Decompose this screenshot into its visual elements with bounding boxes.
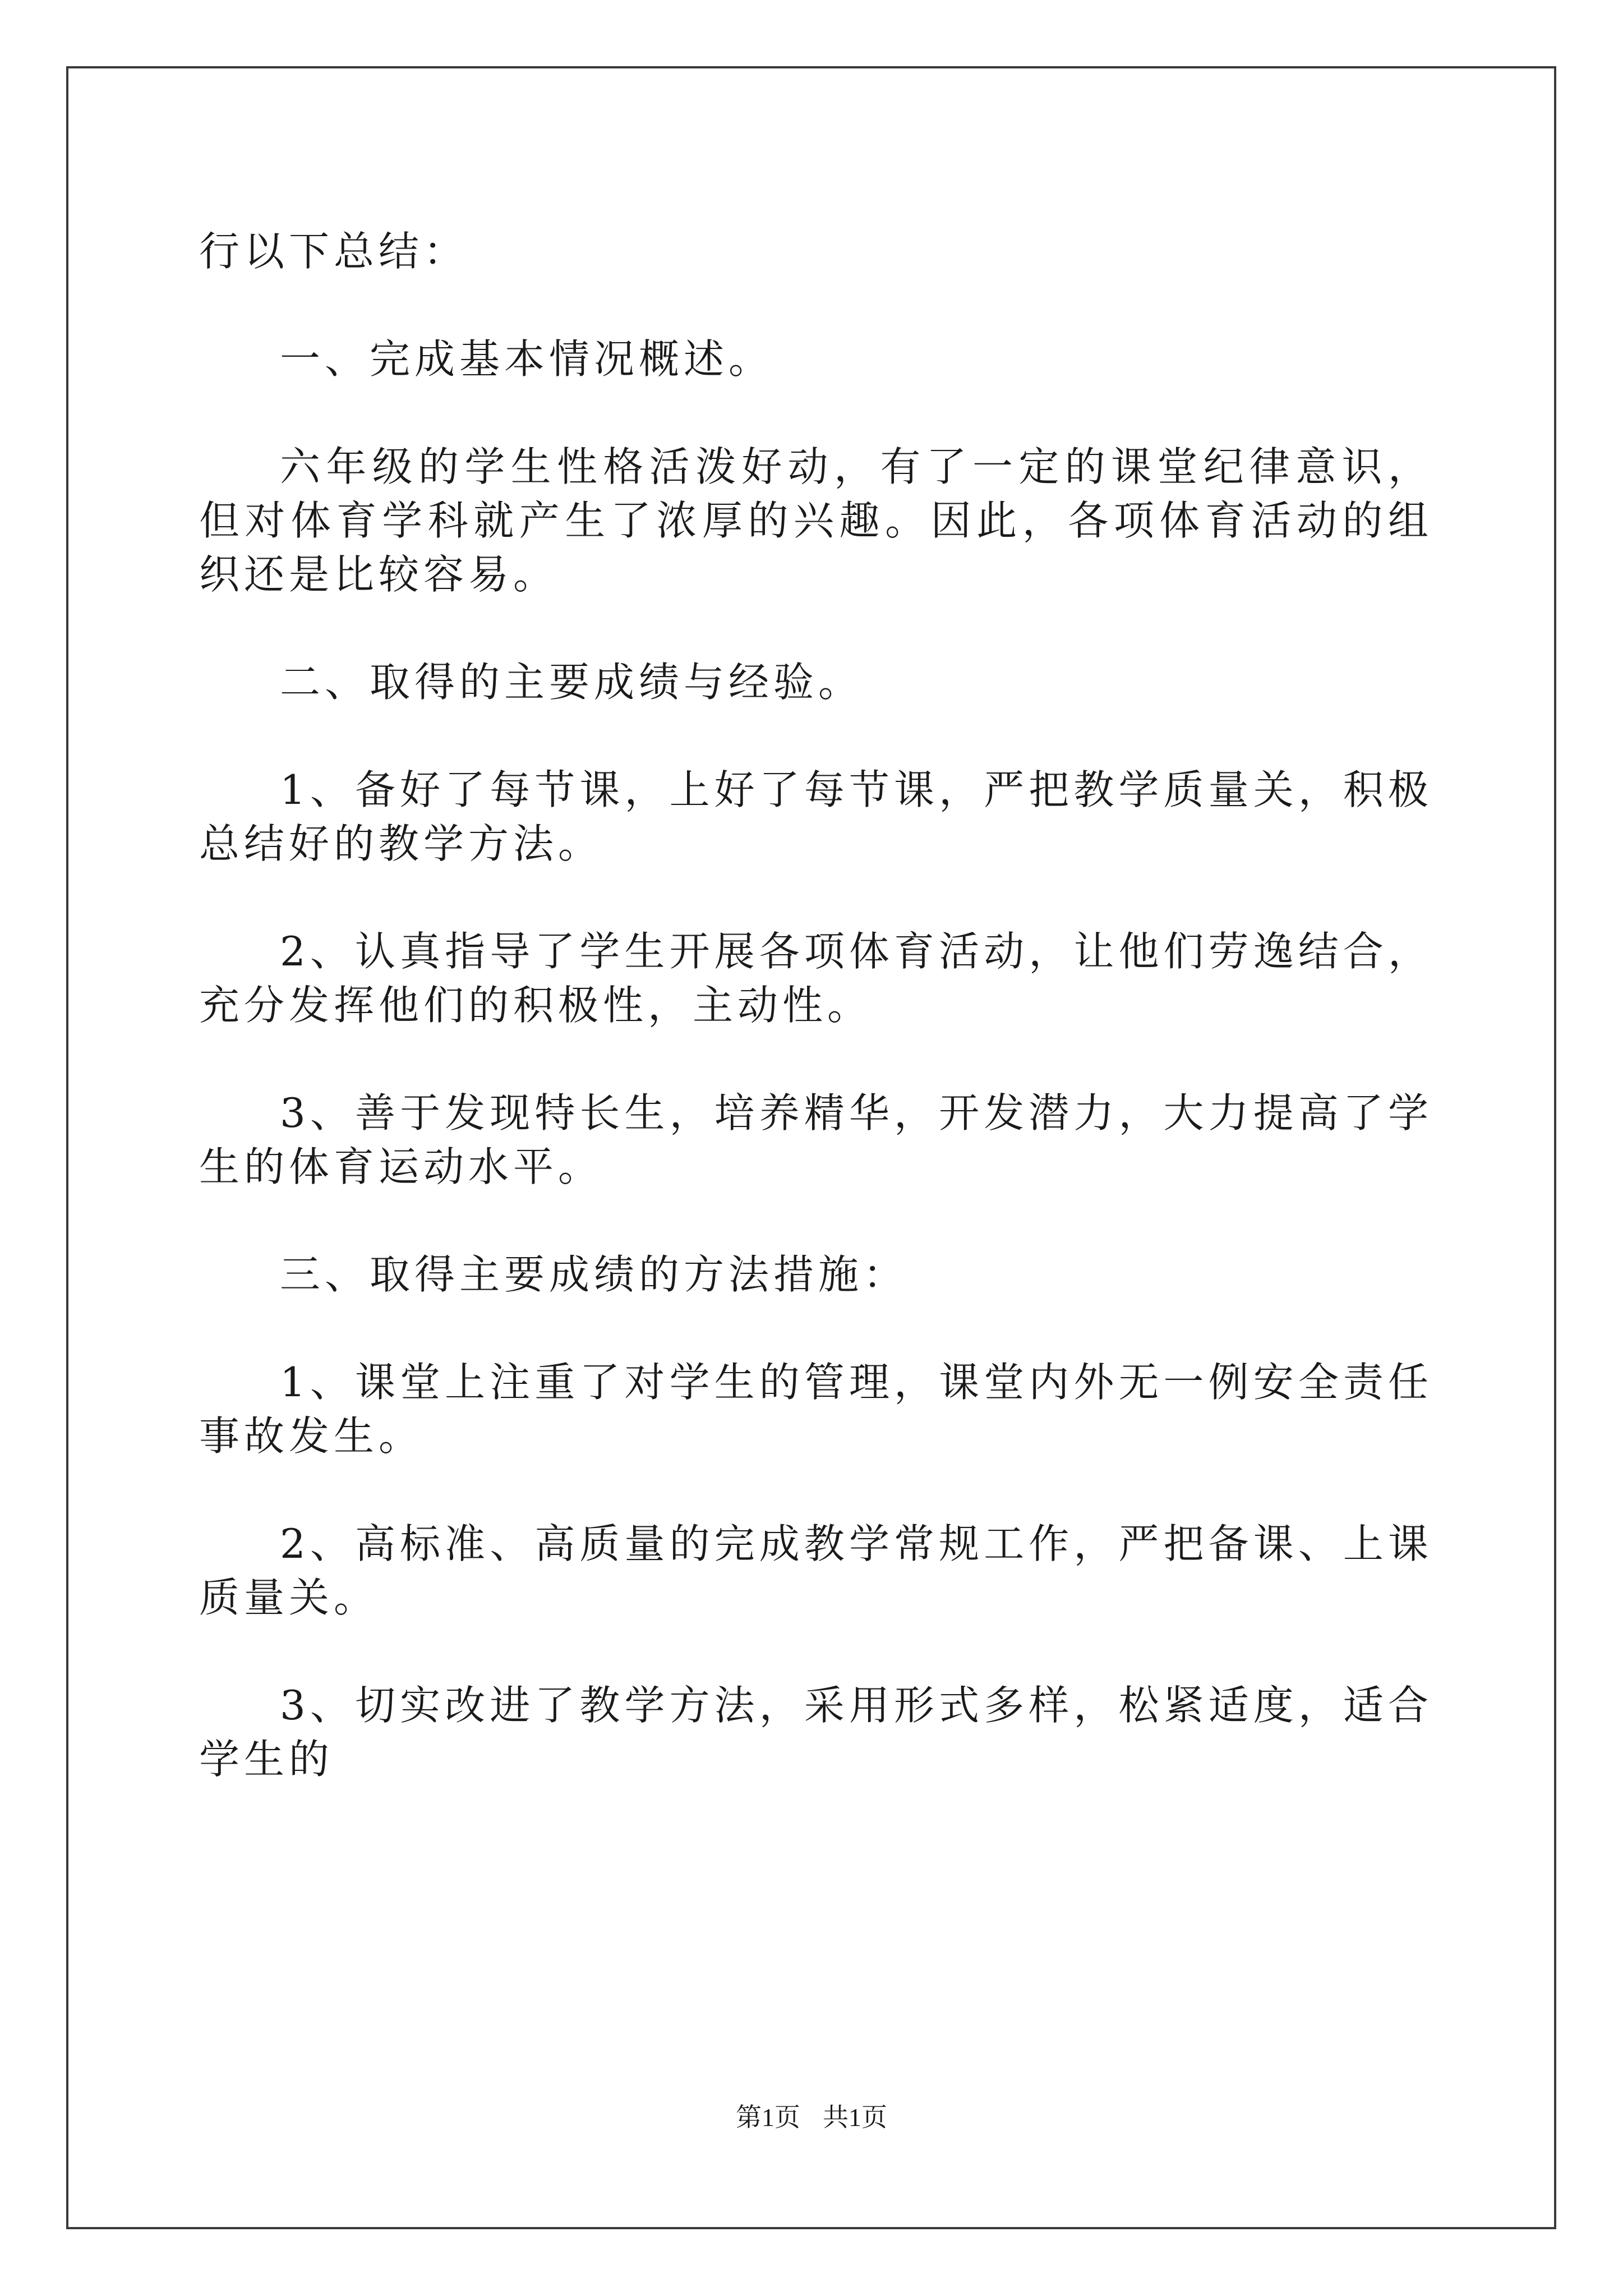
document-body [199, 224, 1433, 1840]
paragraph: 三、取得主要成绩的方法措施： [280, 1251, 909, 1298]
paragraph: 二、取得的主要成绩与经验。 [280, 659, 864, 706]
paragraph: 1、课堂上注重了对学生的管理，课堂内外无一例安全责任事故发生。 [199, 1359, 1433, 1460]
paragraph: 2、认真指导了学生开展各项体育活动，让他们劳逸结合，充分发挥他们的积极性，主动性。 [199, 928, 1433, 1029]
paragraph: 3、善于发现特长生，培养精华，开发潜力，大力提高了学生的体育运动水平。 [199, 1089, 1433, 1190]
page-number-total: 共1页 [823, 2103, 887, 2132]
paragraph: 2、高标准、高质量的完成教学常规工作，严把备课、上课质量关。 [199, 1520, 1433, 1621]
paragraph: 行以下总结： [199, 228, 469, 275]
paragraph: 六年级的学生性格活泼好动，有了一定的课堂纪律意识，但对体育学科就产生了浓厚的兴趣。因此，各项体育活动的组织还是比较容易。 [199, 443, 1433, 598]
page-number-current: 第1页 [736, 2103, 800, 2132]
paragraph: 3、切实改进了教学方法，采用形式多样，松紧适度，适合学生的 [199, 1682, 1433, 1783]
page-footer [0, 2101, 1623, 2134]
paragraph: 1、备好了每节课，上好了每节课，严把教学质量关，积极总结好的教学方法。 [199, 766, 1433, 867]
paragraph: 一、完成基本情况概述。 [280, 335, 774, 383]
